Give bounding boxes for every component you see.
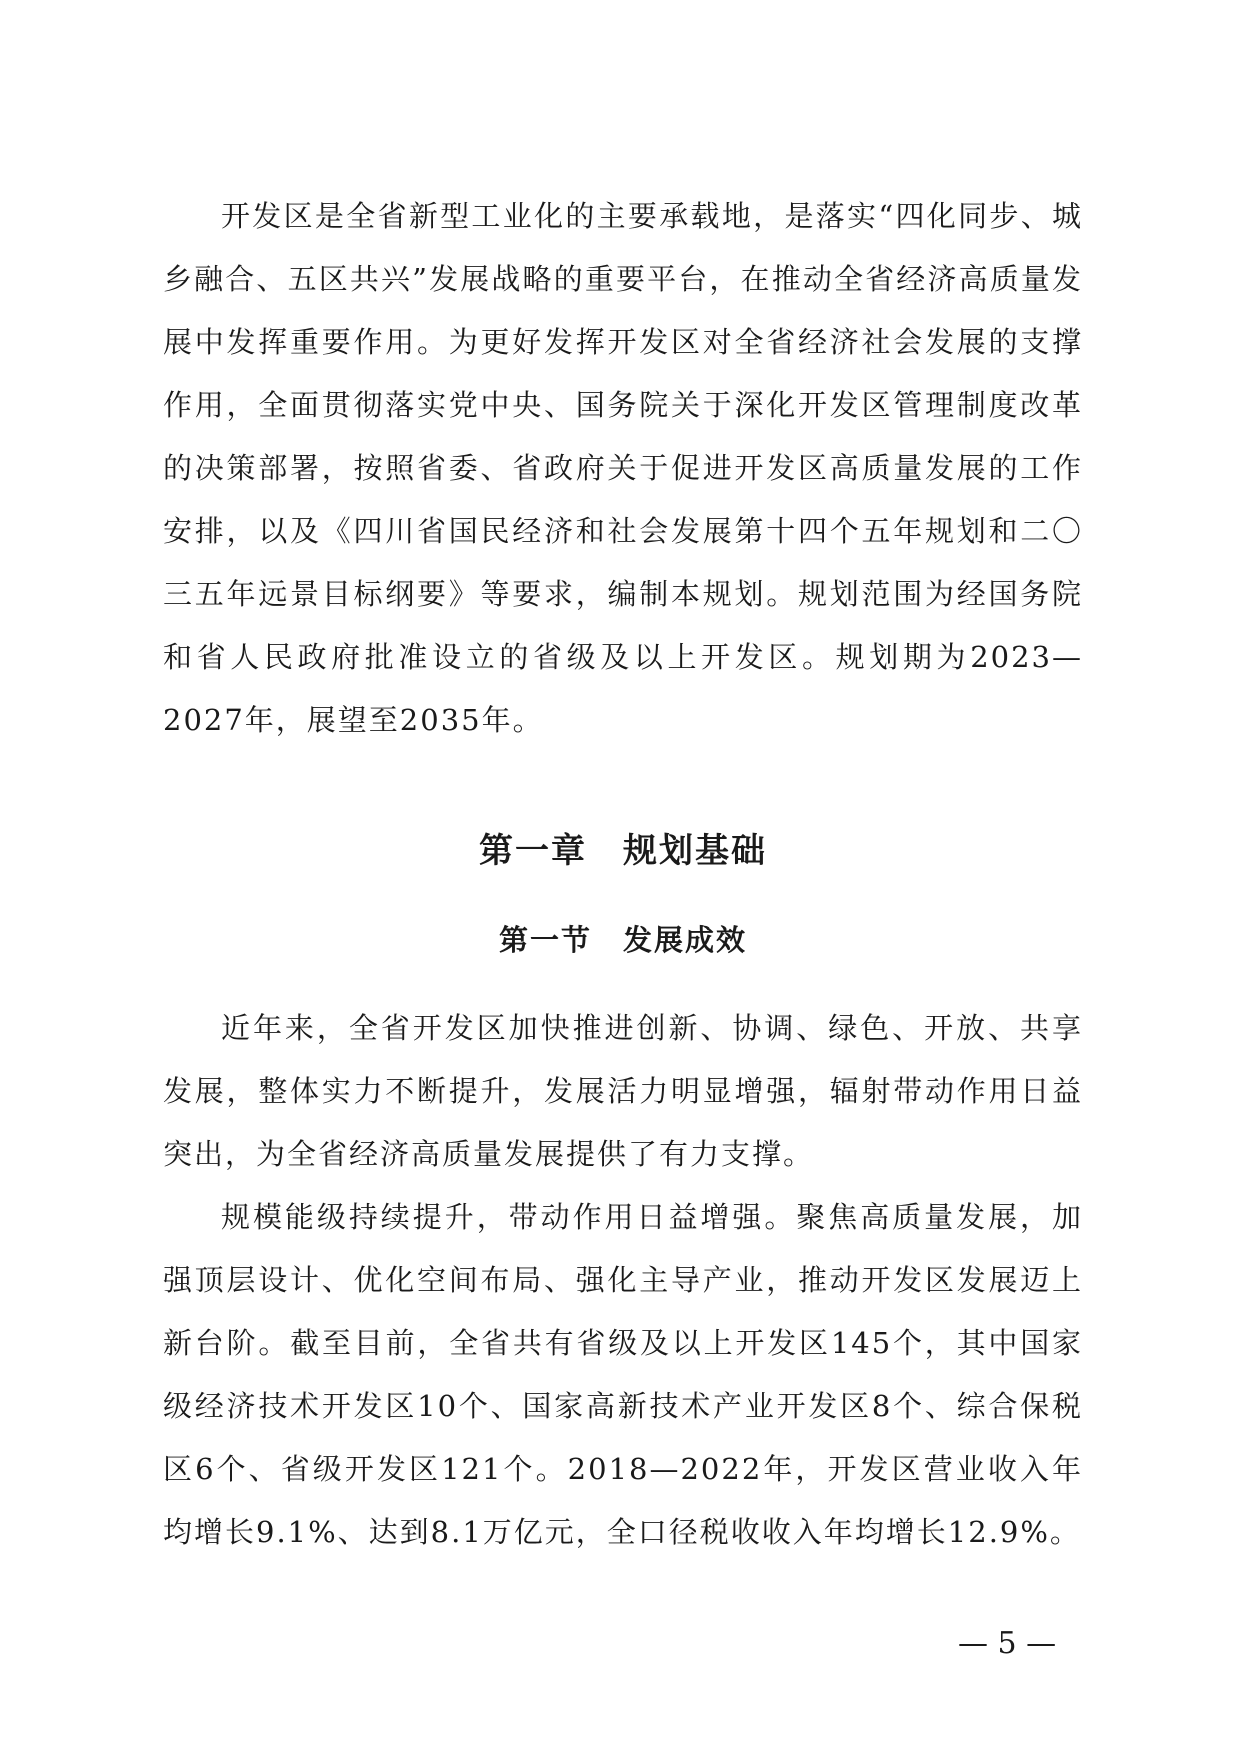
intro-paragraph: 开发区是全省新型工业化的主要承载地，是落实“四化同步、城乡融合、五区共兴”发展战略的重要平台，在推动全省经济高质量发展中发挥重要作用。为更好发挥开发区对全省经济社会发展的支撑作用，全面贯彻落实党中央、国务院关于深化开发区管理制度改革的决策部署，按照省委、省政府关于促进开发区高质量发展的工作安排，以及《四川省国民经济和社会发展第十四个五年规划和二〇三五年远景目标纲要》等要求，编制本规划。规划范围为经国务院和省人民政府批准设立的省级及以上开发区。规划期为2023—2027年，展望至2035年。 [163,199,1083,737]
chapter-title: 第一章 规划基础 [479,831,767,871]
page-body [163,185,1083,1564]
page-number: — 5 — [958,1626,1057,1661]
section-paragraph-2: 规模能级持续提升，带动作用日益增强。聚焦高质量发展，加强顶层设计、优化空间布局、强化主导产业，推动开发区发展迈上新台阶。截至目前，全省共有省级及以上开发区145个，其中国家级经济技术开发区10个、国家高新技术产业开发区8个、综合保税区6个、省级开发区121个。2018—2022年，开发区营业收入年均增长9.1%、达到8.1万亿元，全口径税收收入年均增长12.9%。 [163,1200,1083,1549]
section-paragraph-1: 近年来，全省开发区加快推进创新、协调、绿色、开放、共享发展，整体实力不断提升，发展活力明显增强，辐射带动作用日益突出，为全省经济高质量发展提供了有力支撑。 [163,1011,1083,1171]
section-title: 第一节 发展成效 [498,923,747,957]
